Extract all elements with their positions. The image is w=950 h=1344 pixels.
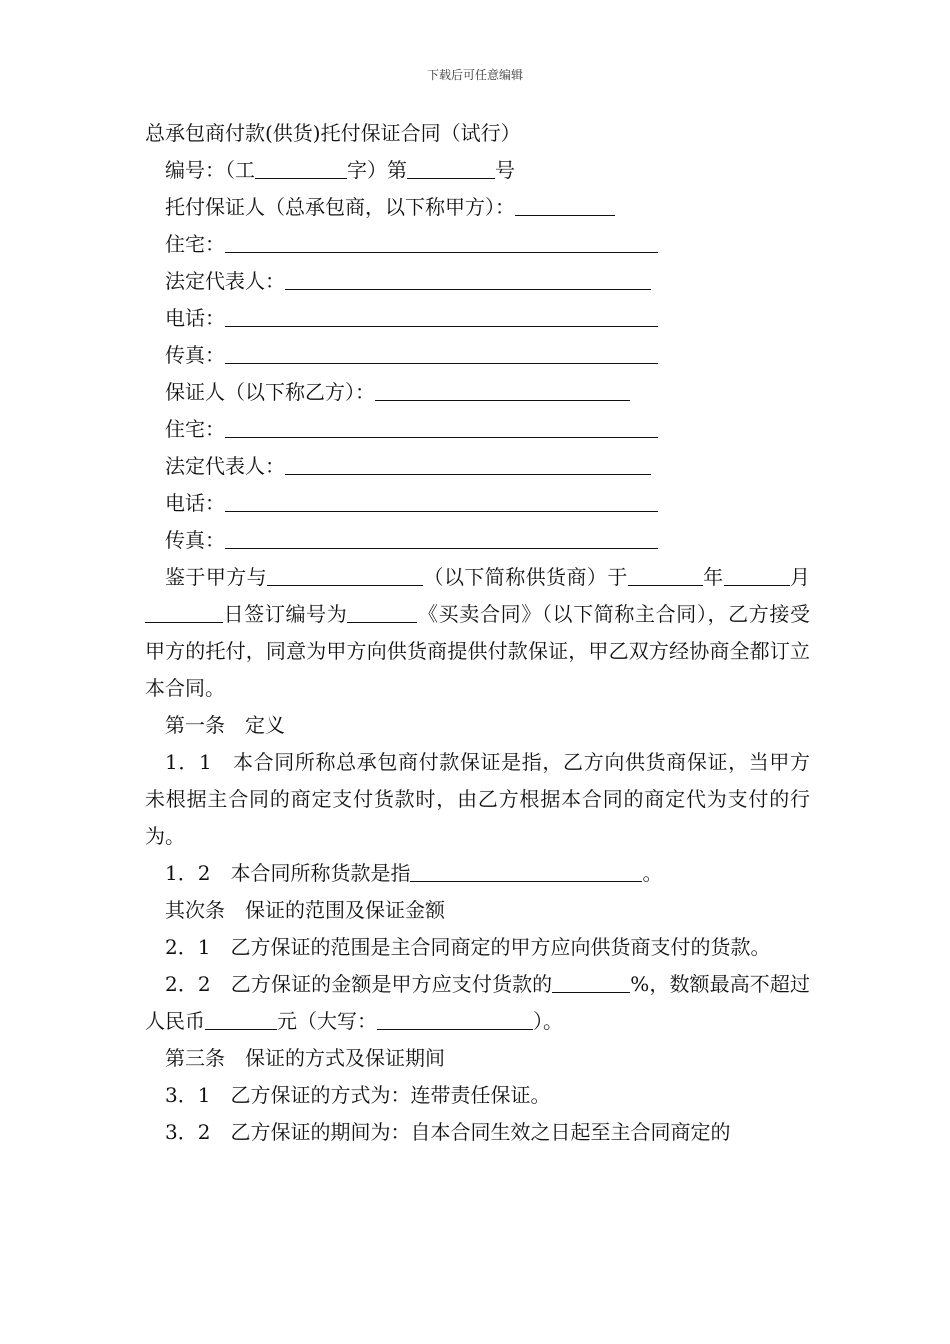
blank-field[interactable] [255, 156, 347, 179]
clause-2-2: 2．2 乙方保证的金额是甲方应支付货款的 %，数额最高不超过人民币 元（大写： ）。 [145, 972, 810, 1033]
party-b-phone-field[interactable] [225, 489, 658, 512]
blank-field[interactable] [724, 563, 790, 586]
header-note: 下载后可任意编辑 [426, 68, 523, 82]
party-a-residence-field[interactable] [225, 230, 658, 253]
blank-field[interactable] [628, 563, 703, 586]
clause-3-2: 3．2 乙方保证的期间为：自本合同生效之日起至主合同商定的 [165, 1120, 731, 1144]
party-a-legal-rep-line: 法定代表人： [145, 263, 810, 300]
blank-field[interactable] [145, 600, 223, 623]
clause-2-1: 2．1 乙方保证的范围是主合同商定的甲方应向供货商支付的货款。 [165, 935, 771, 959]
article-1-heading: 第一条 定义 [165, 713, 285, 737]
clause-1-2: 1．2 本合同所称货款是指 。 [165, 861, 663, 885]
party-a-phone-field[interactable] [225, 304, 658, 327]
party-b-name-field[interactable] [375, 378, 630, 401]
party-b-legal-rep-field[interactable] [285, 452, 651, 475]
party-b-residence-field[interactable] [225, 415, 658, 438]
party-b-fax-field[interactable] [225, 526, 658, 549]
blank-field[interactable] [205, 1007, 277, 1030]
party-a-line: 托付保证人（总承包商，以下称甲方）： [145, 189, 810, 226]
party-b-legal-rep-line: 法定代表人： [145, 448, 810, 485]
party-b-residence-line: 住宅： [145, 411, 810, 448]
blank-field[interactable] [410, 859, 642, 882]
contract-title: 总承包商付款(供货)托付保证合同（试行） [145, 121, 521, 145]
party-a-phone-line: 电话： [145, 300, 810, 337]
article-3-heading: 第三条 保证的方式及保证期间 [165, 1046, 445, 1070]
party-a-fax-line: 传真： [145, 337, 810, 374]
party-a-residence-line: 住宅： [145, 226, 810, 263]
party-b-fax-line: 传真： [145, 522, 810, 559]
blank-field[interactable] [407, 156, 495, 179]
party-a-fax-field[interactable] [225, 341, 658, 364]
party-b-line: 保证人（以下称乙方）： [145, 374, 810, 411]
clause-1-1: 1．1 本合同所称总承包商付款保证是指，乙方向供货商保证，当甲方未根据主合同的商定支付货款时，由乙方根据本合同的商定代为支付的行为。 [145, 750, 810, 848]
clause-3-1: 3．1 乙方保证的方式为：连带责任保证。 [165, 1083, 551, 1107]
blank-field[interactable] [347, 600, 417, 623]
party-a-name-field[interactable] [515, 193, 615, 216]
contract-number-line: 编号：（工 字）第 号 [165, 158, 515, 182]
blank-field[interactable] [267, 563, 423, 586]
contract-body [145, 115, 810, 1151]
blank-field[interactable] [377, 1007, 533, 1030]
party-b-phone-line: 电话： [145, 485, 810, 522]
article-2-heading: 其次条 保证的范围及保证金额 [165, 898, 445, 922]
recital-paragraph: 鉴于甲方与 （以下简称供货商）于 年 月日签订编号为 《买卖合同》（以下简称主合同），乙方接受甲方的托付，同意为甲方向供货商提供付款保证，甲乙双方经协商全都订立本合同。 [145, 565, 811, 700]
party-a-legal-rep-field[interactable] [285, 267, 651, 290]
blank-field[interactable] [552, 970, 630, 993]
